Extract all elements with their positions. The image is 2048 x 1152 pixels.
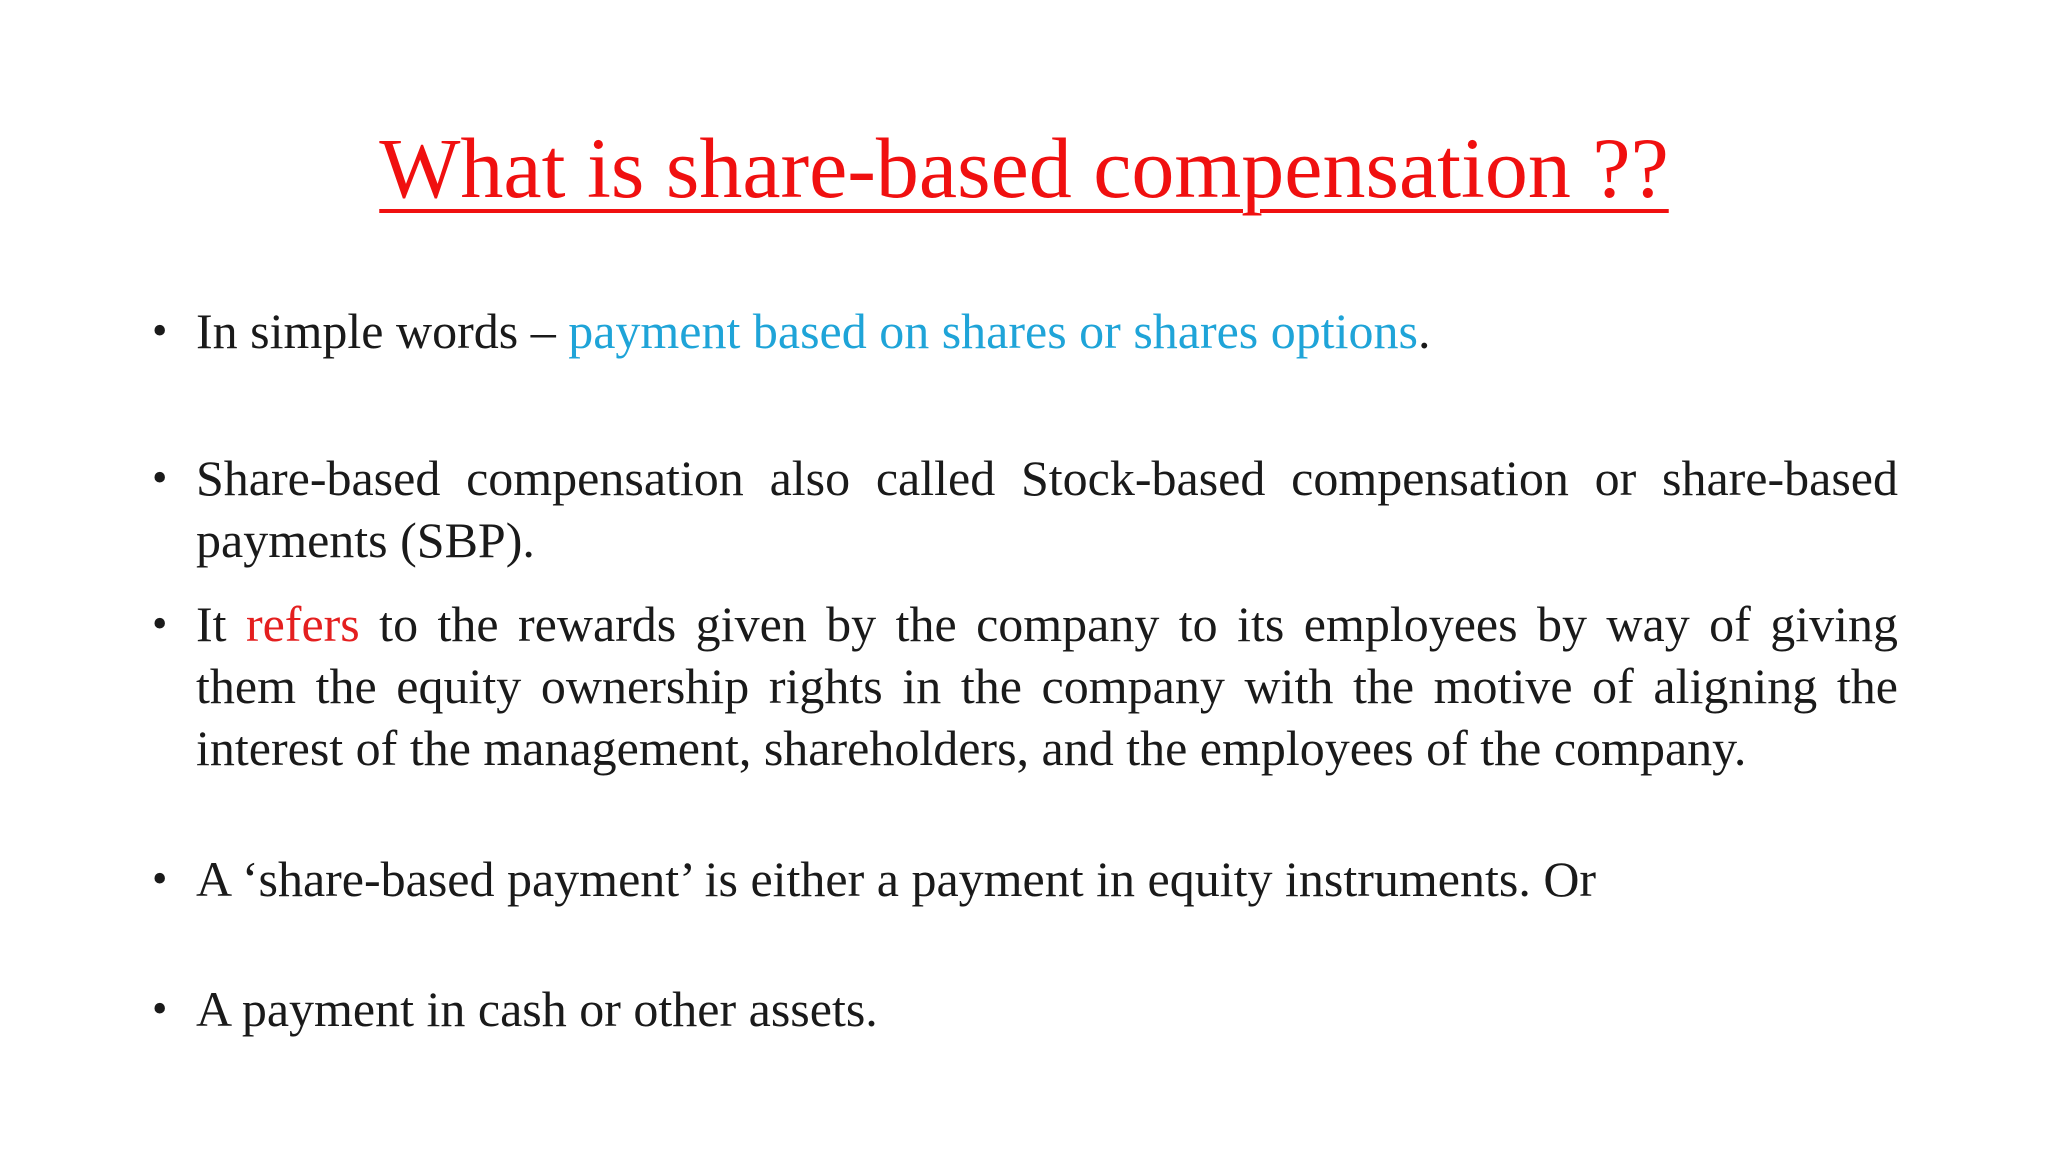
bullet-item-refers [152,593,1898,779]
bullet-suffix: to the rewards given by the company to its employees by way of giving them the equity ownership rights in the company with the motive of aligning the interest of the management, shareholders, and the employees of the company. [196,596,1899,776]
bullet-symbol: • [152,854,168,903]
bullet-text: A payment in cash or other assets. [196,981,878,1037]
bullet-symbol: • [152,306,168,355]
bullet-text [196,593,1898,779]
bullet-text [196,300,1898,362]
bullet-prefix: It [196,596,246,652]
bullet-highlight-blue: payment based on shares or shares options [568,303,1419,359]
bullet-symbol: • [152,599,168,648]
bullet-symbol: • [152,984,168,1033]
bullet-suffix: . [1418,303,1431,359]
bullet-item-equity-instruments [152,848,1898,910]
bullet-item-simple-words [152,300,1898,362]
bullet-symbol: • [152,453,168,502]
bullet-text: Share-based compensation also called Stock-based compensation or share-based payments (SBP). [196,450,1898,568]
bullet-item-cash-payment [152,978,1898,1040]
bullet-prefix: In simple words – [196,303,569,359]
bullet-text: A ‘share-based payment’ is either a payment in equity instruments. Or [196,851,1597,907]
bullet-item-also-called [152,447,1898,571]
bullet-highlight-red: refers [245,596,360,652]
slide-title: What is share-based compensation ?? [379,120,1669,216]
